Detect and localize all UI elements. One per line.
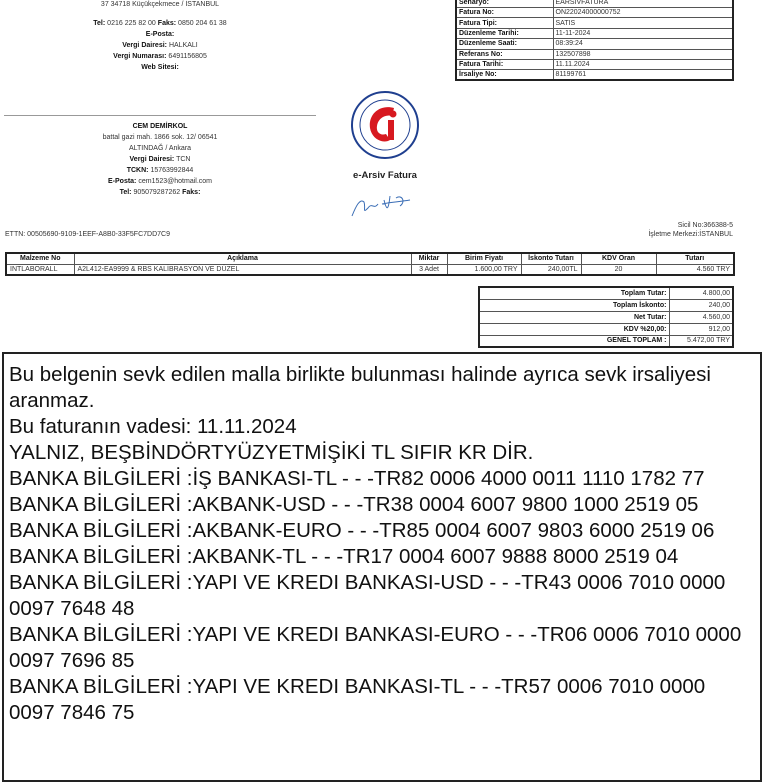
buyer-name: CEM DEMİRKOL (132, 123, 188, 130)
total-label: Toplam Tutar: (479, 287, 669, 299)
info-row (456, 59, 733, 69)
isletme-merkezi: İşletme Merkezi:İSTANBUL (648, 231, 733, 238)
table-cell: 3 Adet (411, 264, 447, 275)
column-header: Miktar (411, 253, 447, 264)
info-value: EARSIVFATURA (553, 0, 733, 8)
items-table (5, 252, 735, 276)
info-row (456, 8, 733, 18)
info-value: 11.11.2024 (553, 59, 733, 69)
info-label: Düzenleme Tarihi: (456, 28, 553, 38)
info-row (456, 70, 733, 81)
info-label: İrsaliye No: (456, 70, 553, 81)
seller-block: 37 34718 Küçükçekmece / İSTANBUL Tel: 0216 225 82 00 Faks: 0850 204 61 38 E-Posta: Vergi Dairesi: HALKALI Vergi Numarası: 6491156805 Web Sitesi: (40, 0, 280, 73)
note-line: BANKA BİLGİLERİ :YAPI VE KREDI BANKASI-TL - - -TR57 0006 7010 0000 0097 7846 75 (9, 675, 706, 724)
info-value: 08:39:24 (553, 39, 733, 49)
note-line: YALNIZ, BEŞBİNDÖRTYÜZYETMİŞİKİ TL SIFIR KR DİR. (9, 441, 534, 464)
info-label: Fatura Tarihi: (456, 59, 553, 69)
buyer-block: CEM DEMİRKOL battal gazi mah. 1866 sok. 12/ 06541 ALTINDAĞ / Ankara Vergi Dairesi: TCN TCKN: 15763992844 E-Posta: cem1523@hotmail.com Tel: 905079287262 Faks: (102, 123, 218, 196)
total-value: 240,00 (669, 299, 733, 311)
info-label: Fatura No: (456, 8, 553, 18)
seller-tax-no: 6491156805 (168, 53, 207, 60)
note-line: BANKA BİLGİLERİ :AKBANK-USD - - -TR38 0004 6007 9800 1000 2519 05 (9, 493, 699, 516)
note-line: BANKA BİLGİLERİ :AKBANK-TL - - -TR17 0004 6007 9888 8000 2519 04 (9, 545, 679, 568)
total-value: 5.472,00 TRY (669, 335, 733, 347)
note-line: BANKA BİLGİLERİ :AKBANK-EURO - - -TR85 0004 6007 9803 6000 2519 06 (9, 519, 715, 542)
ettn: ETTN: 00505690-9109-1EEF-A8B0-33F5FC7DD7C9 (5, 231, 170, 238)
info-label: Referans No: (456, 49, 553, 59)
info-row (456, 49, 733, 59)
info-label: Senaryo: (456, 0, 553, 8)
info-value: ON22024000000752 (553, 8, 733, 18)
info-row (456, 18, 733, 28)
notes-box (2, 352, 762, 782)
table-cell: INTLABORALL (6, 264, 74, 275)
info-value: SATIS (553, 18, 733, 28)
info-value: 132507898 (553, 49, 733, 59)
total-row (479, 335, 733, 347)
table-cell: 4.560 TRY (656, 264, 734, 275)
info-row (456, 28, 733, 38)
sicil-no: Sicil No:366388-5 (677, 222, 733, 229)
table-cell: 240,00TL (521, 264, 581, 275)
total-label: Toplam İskonto: (479, 299, 669, 311)
seller-tel: 0216 225 82 00 (107, 20, 156, 27)
table-cell: 1.600,00 TRY (447, 264, 521, 275)
items-header-row (6, 253, 734, 264)
total-value: 4.800,00 (669, 287, 733, 299)
total-row (479, 287, 733, 299)
column-header: Açıklama (74, 253, 411, 264)
seller-address: 37 34718 Küçükçekmece / İSTANBUL (100, 1, 220, 8)
signature (348, 188, 420, 220)
info-row (456, 0, 733, 8)
gib-logo (350, 90, 420, 160)
note-line: BANKA BİLGİLERİ :İŞ BANKASI-TL - - -TR82 0006 4000 0011 1110 1782 77 (9, 467, 705, 490)
info-label: Düzenleme Saati: (456, 39, 553, 49)
note-line: Bu belgenin sevk edilen malla birlikte bulunması halinde ayrıca sevk irsaliyesi aranmaz. (9, 363, 711, 412)
column-header: Malzeme No (6, 253, 74, 264)
total-label: Net Tutar: (479, 311, 669, 323)
table-cell: A2L412-EA9999 & RBS KALİBRASYON VE DÜZEL (74, 264, 411, 275)
note-line: Bu faturanın vadesi: 11.11.2024 (9, 415, 297, 438)
info-value: 11-11-2024 (553, 28, 733, 38)
seller-faks: 0850 204 61 38 (178, 20, 227, 27)
total-row (479, 311, 733, 323)
table-cell: 20 (581, 264, 656, 275)
seller-tax-office: HALKALI (168, 42, 198, 49)
info-row (456, 39, 733, 49)
invoice-info-table (455, 0, 734, 81)
total-row (479, 299, 733, 311)
total-row (479, 323, 733, 335)
info-label: Fatura Tipi: (456, 18, 553, 28)
totals-table (478, 286, 734, 348)
document-title: e-Arsiv Fatura (353, 170, 417, 181)
note-line: BANKA BİLGİLERİ :YAPI VE KREDI BANKASI-USD - - -TR43 0006 7010 0000 0097 7648 48 (9, 571, 726, 620)
total-label: GENEL TOPLAM : (479, 335, 669, 347)
column-header: İskonto Tutarı (521, 253, 581, 264)
note-line: BANKA BİLGİLERİ :YAPI VE KREDI BANKASI-EURO - - -TR06 0006 7010 0000 0097 7696 85 (9, 623, 742, 672)
table-row (6, 264, 734, 275)
column-header: Tutarı (656, 253, 734, 264)
divider (4, 115, 316, 116)
gib-logo-icon (350, 90, 420, 160)
info-value: 81199761 (553, 70, 733, 81)
total-value: 912,00 (669, 323, 733, 335)
column-header: KDV Oran (581, 253, 656, 264)
total-value: 4.560,00 (669, 311, 733, 323)
column-header: Birim Fiyatı (447, 253, 521, 264)
total-label: KDV %20,00: (479, 323, 669, 335)
